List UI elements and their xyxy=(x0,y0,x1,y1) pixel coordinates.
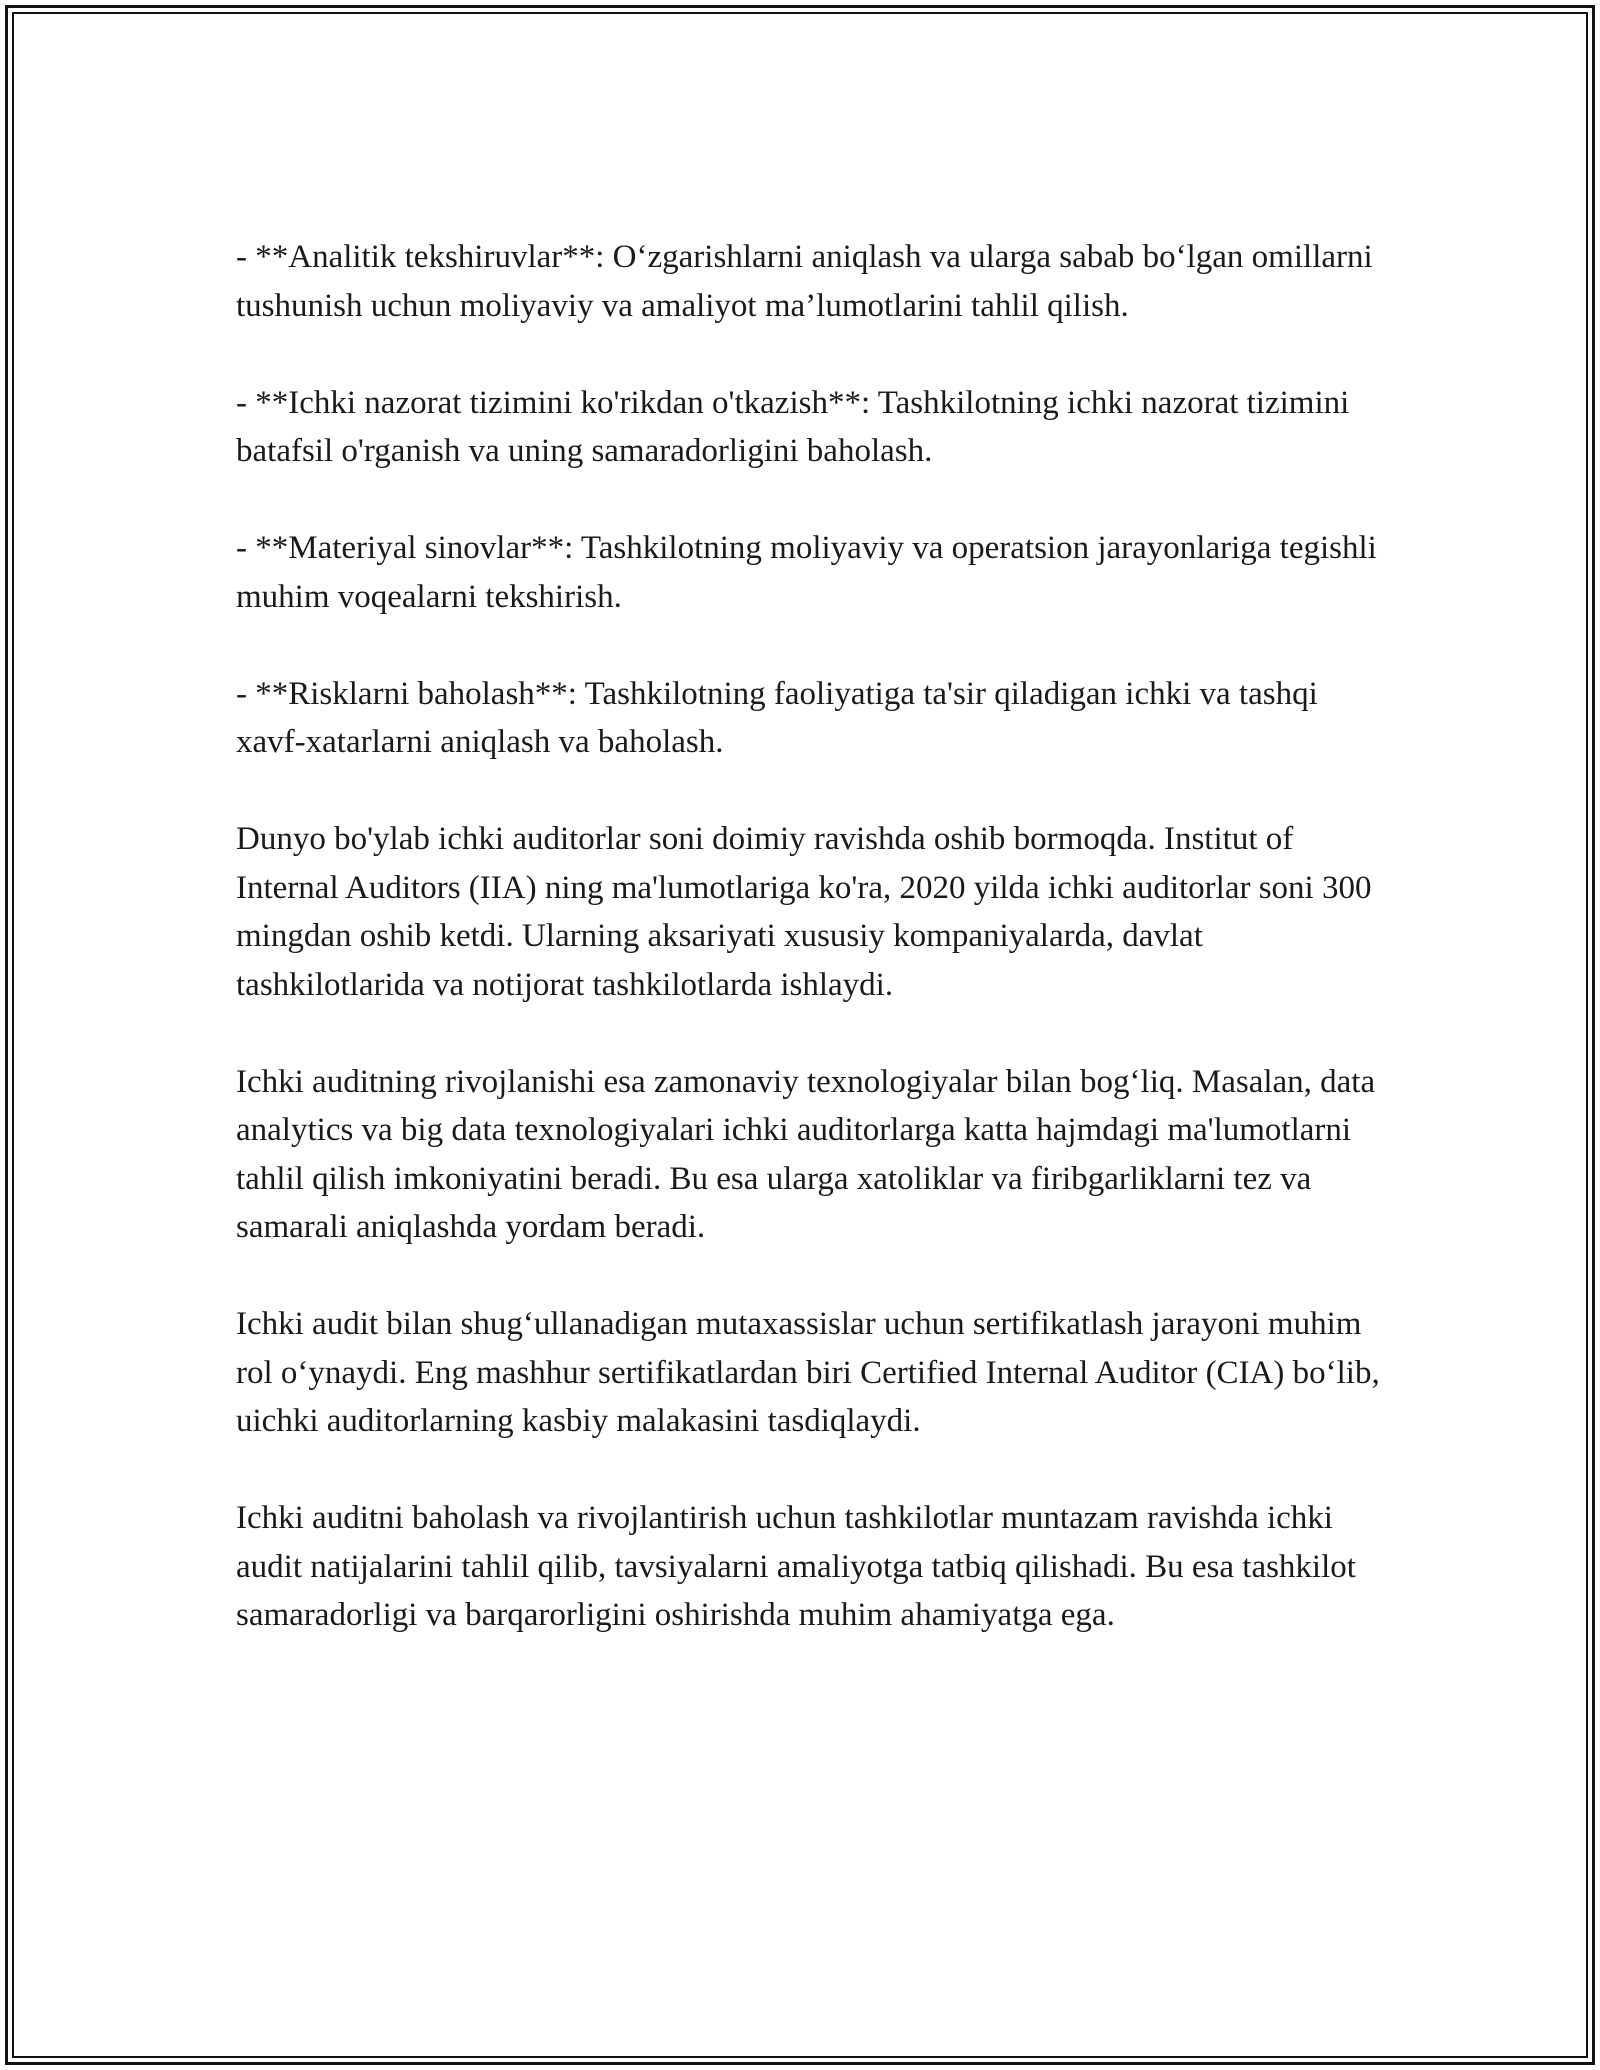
bullet-risklarni-baholash: - **Risklarni baholash**: Tashkilotning faoliyatiga ta'sir qiladigan ichki va tashqi xavf-xatarlarni aniqlash va baholash. xyxy=(236,675,1318,760)
paragraph-baholash: Ichki auditni baholash va rivojlantirish uchun tashkilotlar muntazam ravishda ichki audit natijalarini tahlil qilib, tavsiyalarni amaliyotga tatbiq qilishadi. Bu esa tashkilot samaradorligi va barqarorligini oshirishda muhim ahamiyatga ega. xyxy=(236,1500,1356,1633)
document-body xyxy=(236,233,1386,1688)
bullet-analitik-tekshiruvlar: - **Analitik tekshiruvlar**: O‘zgarishlarni aniqlash va ularga sabab bo‘lgan omillarni tushunish uchun moliyaviy va amaliyot ma’lumotlarini tahlil qilish. xyxy=(236,239,1373,324)
paragraph-sertifikatlash: Ichki audit bilan shug‘ullanadigan mutaxassislar uchun sertifikatlash jarayoni muhim rol o‘ynaydi. Eng mashhur sertifikatlardan biri Certified Internal Auditor (CIA) bo‘lib, uichki auditorlarning kasbiy malakasini tasdiqlaydi. xyxy=(236,1306,1380,1439)
bullet-materiyal-sinovlar: - **Materiyal sinovlar**: Tashkilotning moliyaviy va operatsion jarayonlariga tegishli muhim voqealarni tekshirish. xyxy=(236,530,1377,615)
bullet-ichki-nazorat: - **Ichki nazorat tizimini ko'rikdan o'tkazish**: Tashkilotning ichki nazorat tizimini batafsil o'rganish va uning samaradorligini baholash. xyxy=(236,384,1350,469)
paragraph-auditorlar-soni: Dunyo bo'ylab ichki auditorlar soni doimiy ravishda oshib bormoqda. Institut of Internal Auditors (IIA) ning ma'lumotlariga ko'ra, 2020 yilda ichki auditorlar soni 300 mingdan oshib ketdi. Ularning aksariyati xususiy kompaniyalarda, davlat tashkilotlarida va notijorat tashkilotlarda ishlaydi. xyxy=(236,821,1372,1003)
paragraph-texnologiyalar: Ichki auditning rivojlanishi esa zamonaviy texnologiyalar bilan bog‘liq. Masalan, data analytics va big data texnologiyalari ichki auditorlarga katta hajmdagi ma'lumotlarni tahlil qilish imkoniyatini beradi. Bu esa ularga xatoliklar va firibgarliklarni tez va samarali aniqlashda yordam beradi. xyxy=(236,1063,1376,1245)
